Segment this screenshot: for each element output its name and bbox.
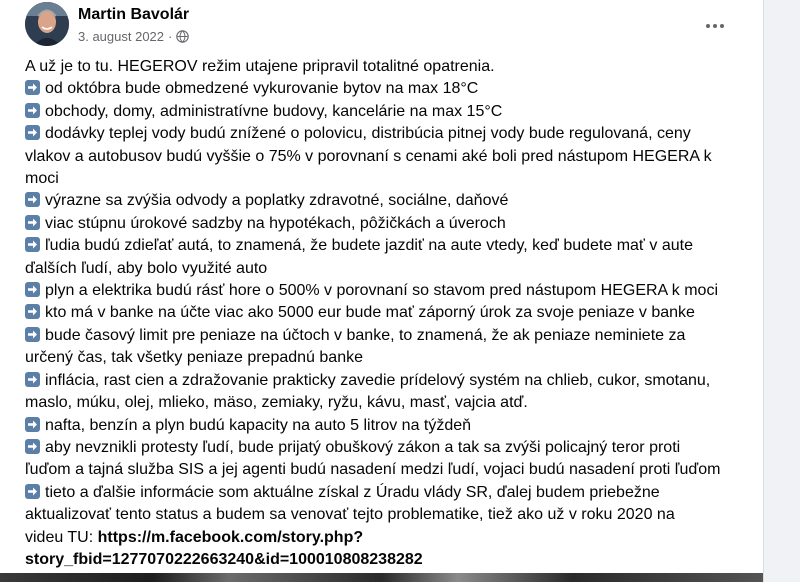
list-item-continuation [25,459,745,481]
attached-image[interactable] [0,573,763,582]
list-item-text: viac stúpnu úrokové sadzby na hypotékach, pôžičkách a úveroch [45,214,506,232]
list-item-continuation [25,504,745,526]
list-item [25,280,745,302]
list-item-text: ľuďom a tajná služba SIS a jej agenti budú nasadení medzi ľudí, vojaci budú nasadení proti ľuďom [25,461,721,479]
list-item-text: dodávky teplej vody budú znížené o polovicu, distribúcia pitnej vody bude regulovaná, ceny [45,125,691,143]
list-item [25,123,745,145]
post-meta [78,29,189,44]
list-item [25,213,745,235]
right-arrow-emoji-icon [25,304,40,319]
right-arrow-emoji-icon [25,192,40,207]
list-item-text: tieto a ďalšie informácie som aktuálne získal z Úradu vlády SR, ďalej budem priebežne [45,483,660,501]
list-item-text: plyn a elektrika budú rásť hore o 500% v porovnaní so stavom pred nástupom HEGERA k moci [45,282,719,300]
right-arrow-emoji-icon [25,439,40,454]
right-arrow-emoji-icon [25,484,40,499]
list-item-continuation [25,347,745,369]
right-arrow-emoji-icon [25,125,40,140]
author-name[interactable]: Martin Bavolár [78,6,190,23]
list-item [25,78,745,100]
globe-icon[interactable] [176,30,189,43]
list-item-text: nafta, benzín a plyn budú kapacity na auto 5 litrov na týždeň [45,416,472,434]
list-item-text: kto má v banke na účte viac ako 5000 eur bude mať záporný úrok za svoje peniaze v banke [45,304,695,322]
list-item-text: ľudia budú zdieľať autá, to znamená, že budete jazdiť na aute vtedy, keď budete mať v aute [45,237,693,255]
list-item-continuation [25,168,745,190]
list-item-text: od októbra bude obmedzené vykurovanie bytov na max 18°C [45,80,479,98]
list-item-text: vlakov a autobusov budú vyššie o 75% v porovnaní s cenami aké boli pred nástupom HEGERA k [25,147,712,165]
right-arrow-emoji-icon [25,372,40,387]
list-item-text: bude časový limit pre peniaze na účtoch v banke, to znamená, že ak peniaze neminiete za [45,326,686,344]
post-intro: A už je to tu. HEGEROV režim utajene pripravil totalitné opatrenia. [25,58,495,75]
list-item [25,437,745,459]
list-item-continuation [25,258,745,280]
right-arrow-emoji-icon [25,282,40,297]
post-link-line [25,549,745,571]
meta-separator: · [168,29,173,44]
list-item [25,415,745,437]
list-item-text: obchody, domy, administratívne budovy, kancelárie na max 15°C [45,102,503,120]
avatar[interactable] [25,2,69,46]
story-link[interactable]: https://m.facebook.com/story.php? [97,528,364,546]
list-item-text: inflácia, rast cien a zdražovanie prakticky zavedie prídelový systém na chlieb, cukor, smotanu, [45,371,711,389]
right-arrow-emoji-icon [25,417,40,432]
right-arrow-emoji-icon [25,237,40,252]
list-item-text: aby nevznikli protesty ľudí, bude prijatý obuškový zákon a tak sa zvýši policajný teror proti [45,438,681,456]
post-text [25,56,745,571]
post-last-line [25,527,745,549]
list-item [25,325,745,347]
post-items [25,78,745,526]
right-arrow-emoji-icon [25,327,40,342]
list-item-text: maslo, múku, olej, mlieko, mäso, zemiaky, ryžu, kávu, masť, vajcia atď. [25,394,528,412]
list-item [25,235,745,257]
list-item [25,302,745,324]
right-arrow-emoji-icon [25,80,40,95]
list-item-text: ďalších ľudí, aby bolo využité auto [25,259,268,277]
more-options-icon[interactable] [697,8,733,44]
post-header [25,2,745,50]
post-date[interactable]: 3. august 2022 [78,29,165,44]
link-prefix: videu TU: [25,528,98,546]
page-background [764,0,800,582]
list-item-text: aktualizovať tento status a budem sa venovať tejto problematike, tiež ako už v roku 2020 na [25,506,675,524]
list-item-continuation [25,146,745,168]
list-item-text: moci [25,170,59,188]
list-item [25,482,745,504]
list-item [25,101,745,123]
list-item-text: určený čas, tak všetky peniaze prepadnú banke [25,349,363,367]
story-link-continued[interactable]: story_fbid=1277070222663240&id=100010808238282 [25,550,423,568]
list-item [25,190,745,212]
list-item-text: výrazne sa zvýšia odvody a poplatky zdravotné, sociálne, daňové [45,192,509,210]
list-item [25,370,745,392]
list-item-continuation [25,392,745,414]
right-arrow-emoji-icon [25,215,40,230]
right-arrow-emoji-icon [25,103,40,118]
